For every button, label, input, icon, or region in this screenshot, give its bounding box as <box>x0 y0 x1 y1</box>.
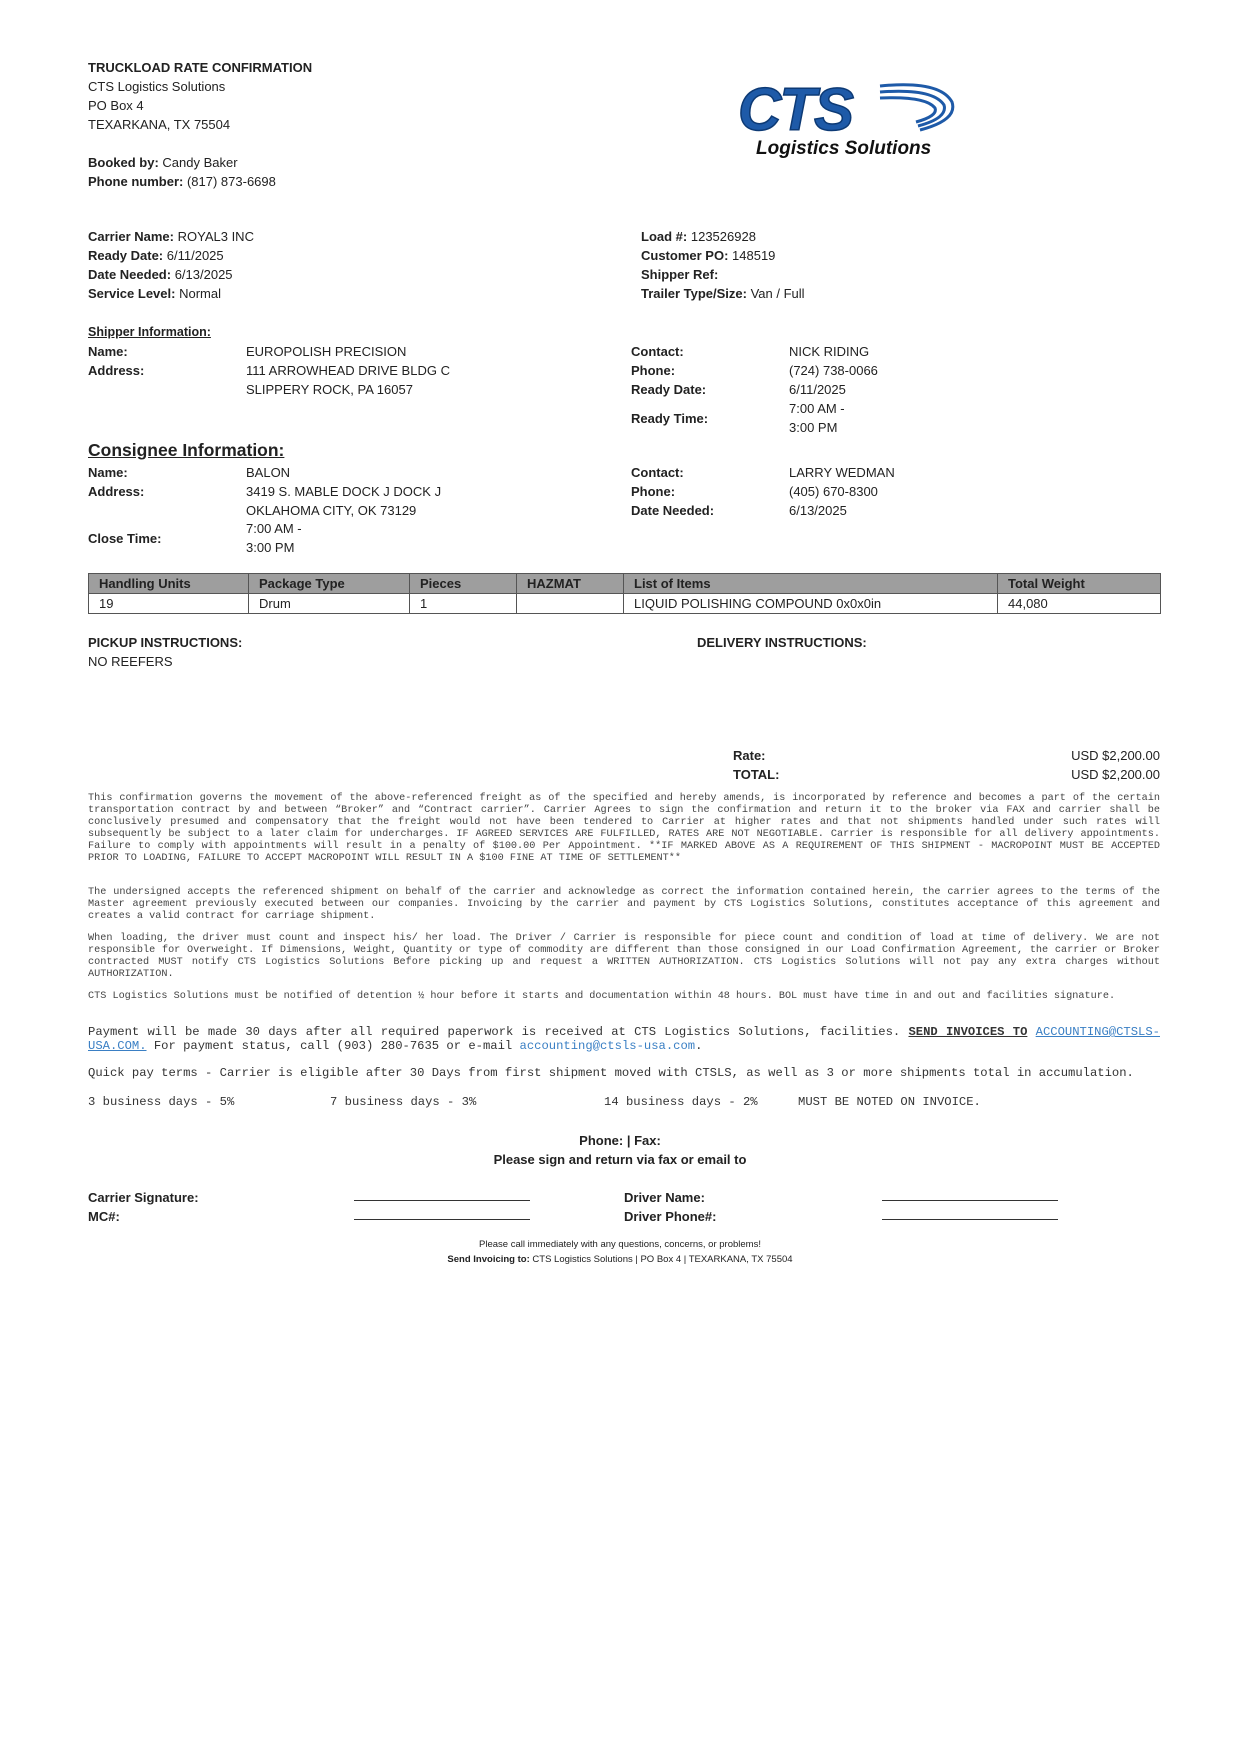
document-title: TRUCKLOAD RATE CONFIRMATION <box>88 60 313 75</box>
col-handling-units: Handling Units <box>89 574 249 594</box>
total-value: USD $2,200.00 <box>1071 767 1160 782</box>
consignee-address-line2: OKLAHOMA CITY, OK 73129 <box>246 503 417 518</box>
total-label: TOTAL: <box>733 767 780 782</box>
quick-pay-tier-1: 3 business days - 5% <box>88 1095 235 1109</box>
shipper-ready-time-end: 3:00 PM <box>789 420 838 435</box>
phone-fax: Phone: | Fax: <box>579 1133 661 1148</box>
quick-pay-note: MUST BE NOTED ON INVOICE. <box>798 1095 981 1109</box>
table-row <box>89 594 1161 614</box>
cell-list-of-items: LIQUID POLISHING COMPOUND 0x0x0in <box>624 594 998 614</box>
consignee-close-time-label: Close Time: <box>88 531 162 546</box>
consignee-name-label: Name: <box>88 465 128 480</box>
quick-pay-tier-2: 7 business days - 3% <box>330 1095 477 1109</box>
shipper-contact-label: Contact: <box>631 344 684 359</box>
terms-paragraph-3: When loading, the driver must count and inspect his/ her load. The Driver / Carrier is responsible for piece count and condition of load at time of delivery. We are not responsible for Overweight. If Dimensions, Weight, Quantity or type of commodity are different than those consigned in our Load Confirmation Agreement, the carrier or Broker contracted MUST notify CTS Logistics Solutions Before picking up and request a WRITTEN AUTHORIZATION. CTS Logistics Solutions will not pay any extra charges without AUTHORIZATION. <box>88 933 1160 980</box>
customer-po: Customer PO: 148519 <box>641 248 776 263</box>
footer-invoicing: Send Invoicing to: CTS Logistics Solutions | PO Box 4 | TEXARKANA, TX 75504 <box>447 1254 793 1265</box>
driver-name-line[interactable] <box>882 1200 1058 1201</box>
cts-logo <box>730 72 970 162</box>
company-name: CTS Logistics Solutions <box>88 79 226 94</box>
driver-name-label: Driver Name: <box>624 1190 705 1205</box>
carrier-name: Carrier Name: ROYAL3 INC <box>88 229 254 244</box>
consignee-heading: Consignee Information: <box>88 440 285 460</box>
booked-phone: Phone number: (817) 873-6698 <box>88 174 276 189</box>
driver-phone-label: Driver Phone#: <box>624 1209 717 1224</box>
shipper-ready-time-start: 7:00 AM - <box>789 401 845 416</box>
cell-pieces: 1 <box>410 594 517 614</box>
quick-pay-terms: Quick pay terms - Carrier is eligible after 30 Days from first shipment moved with CTSLS, as well as 3 or more shipments total in accumulation. <box>88 1066 1134 1080</box>
consignee-contact-label: Contact: <box>631 465 684 480</box>
carrier-date-needed: Date Needed: 6/13/2025 <box>88 267 233 282</box>
col-pieces: Pieces <box>410 574 517 594</box>
shipper-ready-date-label: Ready Date: <box>631 382 707 397</box>
consignee-address-label: Address: <box>88 484 145 499</box>
accounting-email[interactable]: accounting@ctsls-usa.com <box>519 1039 696 1053</box>
col-list-of-items: List of Items <box>624 574 998 594</box>
cell-total-weight: 44,080 <box>998 594 1161 614</box>
shipper-contact: NICK RIDING <box>789 344 870 359</box>
mc-line[interactable] <box>354 1219 530 1220</box>
col-hazmat: HAZMAT <box>517 574 624 594</box>
items-header-row <box>89 574 1161 594</box>
shipper-name-label: Name: <box>88 344 128 359</box>
shipper-address-label: Address: <box>88 363 145 378</box>
shipper-ref: Shipper Ref: <box>641 267 719 282</box>
carrier-signature-label: Carrier Signature: <box>88 1190 199 1205</box>
consignee-close-time-end: 3:00 PM <box>246 540 295 555</box>
send-invoices-label: SEND INVOICES TO <box>908 1025 1028 1039</box>
company-address-line2: TEXARKANA, TX 75504 <box>88 117 231 132</box>
mc-label: MC#: <box>88 1209 120 1224</box>
consignee-address-line1: 3419 S. MABLE DOCK J DOCK J <box>246 484 442 499</box>
shipper-address-line1: 111 ARROWHEAD DRIVE BLDG C <box>246 363 450 378</box>
logo-letters: CTS <box>738 76 852 143</box>
rate-label: Rate: <box>733 748 766 763</box>
terms-paragraph-2: The undersigned accepts the referenced shipment on behalf of the carrier and acknowledge as correct the information contained herein, the carrier agrees to the terms of the Master agreement previously executed between our companies. Invoicing by the carrier and payment by CTS Logistics Solutions, constitutes acceptance of this agreement and creates a valid contract for carriage shipment. <box>88 887 1160 922</box>
terms-paragraph-4: CTS Logistics Solutions must be notified of detention ½ hour before it starts and documentation within 48 hours. BOL must have time in and out and facilities signature. <box>88 991 1116 1002</box>
consignee-phone: (405) 670-8300 <box>789 484 878 499</box>
consignee-phone-label: Phone: <box>631 484 676 499</box>
company-header <box>88 58 312 191</box>
booked-by: Booked by: Candy Baker <box>88 155 238 170</box>
load-number: Load #: 123526928 <box>641 229 756 244</box>
trailer-type: Trailer Type/Size: Van / Full <box>641 286 805 301</box>
company-address-line1: PO Box 4 <box>88 98 144 113</box>
shipper-phone-label: Phone: <box>631 363 676 378</box>
shipper-name: EUROPOLISH PRECISION <box>246 344 407 359</box>
carrier-signature-line[interactable] <box>354 1200 530 1201</box>
payment-terms: Payment will be made 30 days after all required paperwork is received at CTS Logistics Solutions, facilities. SEND INVOICES TO ACCOUNTING@CTSLS-USA.COM. For payment status, call (903) 280-7635 or e-mail accounting@ctsls-usa.com. <box>88 1025 1160 1053</box>
pickup-instructions: NO REEFERS <box>88 654 173 669</box>
driver-phone-line[interactable] <box>882 1219 1058 1220</box>
terms-paragraph-1: This confirmation governs the movement of the above-referenced freight as of the specified and hereby amends, is incorporated by reference and becomes a part of the certain transportation contract by and between “Broker” and “Contract carrier”. Carrier Agrees to sign the confirmation and return it to the broker via FAX and carrier shall be conclusively presumed and compensatory that the freight would not have been tendered to Carrier at higher rates and that not shipments handled under such rates will subsequently be subject to a later claim for undercharges. IF AGREED SERVICES ARE FULFILLED, RATES ARE NOT NEGOTIABLE. Carrier is responsible for all delivery appointments. Failure to comply with appointments will result in a penalty of $100.00 Per Appointment. **IF MARKED ABOVE AS A REQUIREMENT OF THIS SHIPMENT - MACROPOINT MUST BE ACCEPTED PRIOR TO LOADING, FAILURE TO ACCEPT MACROPOINT WILL RESULT IN A $100 FINE AT TIME OF SETTLEMENT** <box>88 793 1160 864</box>
cell-package-type: Drum <box>249 594 410 614</box>
cell-handling-units: 19 <box>89 594 249 614</box>
carrier-service-level: Service Level: Normal <box>88 286 221 301</box>
sign-return-instructions: Please sign and return via fax or email to <box>493 1152 747 1167</box>
carrier-ready-date: Ready Date: 6/11/2025 <box>88 248 224 263</box>
shipper-phone: (724) 738-0066 <box>789 363 878 378</box>
delivery-instructions-label: DELIVERY INSTRUCTIONS: <box>697 635 867 650</box>
shipper-heading: Shipper Information: <box>88 325 211 339</box>
consignee-date-needed-label: Date Needed: <box>631 503 715 518</box>
consignee-date-needed: 6/13/2025 <box>789 503 847 518</box>
rate-value: USD $2,200.00 <box>1071 748 1160 763</box>
shipper-ready-date: 6/11/2025 <box>789 382 846 397</box>
consignee-contact: LARRY WEDMAN <box>789 465 895 480</box>
col-total-weight: Total Weight <box>998 574 1161 594</box>
cell-hazmat <box>517 594 624 614</box>
shipper-address-line2: SLIPPERY ROCK, PA 16057 <box>246 382 413 397</box>
accounting-email-link[interactable]: ACCOUNTING@CTSLS-USA.COM. <box>88 1025 1160 1053</box>
col-package-type: Package Type <box>249 574 410 594</box>
consignee-close-time-start: 7:00 AM - <box>246 521 302 536</box>
consignee-name: BALON <box>246 465 291 480</box>
shipper-ready-time-label: Ready Time: <box>631 411 709 426</box>
quick-pay-tier-3: 14 business days - 2% <box>604 1095 758 1109</box>
pickup-instructions-label: PICKUP INSTRUCTIONS: <box>88 635 243 650</box>
items-table <box>88 573 1161 614</box>
logo-tagline: Logistics Solutions <box>756 138 932 159</box>
footer-contact-note: Please call immediately with any questions, concerns, or problems! <box>479 1239 761 1250</box>
